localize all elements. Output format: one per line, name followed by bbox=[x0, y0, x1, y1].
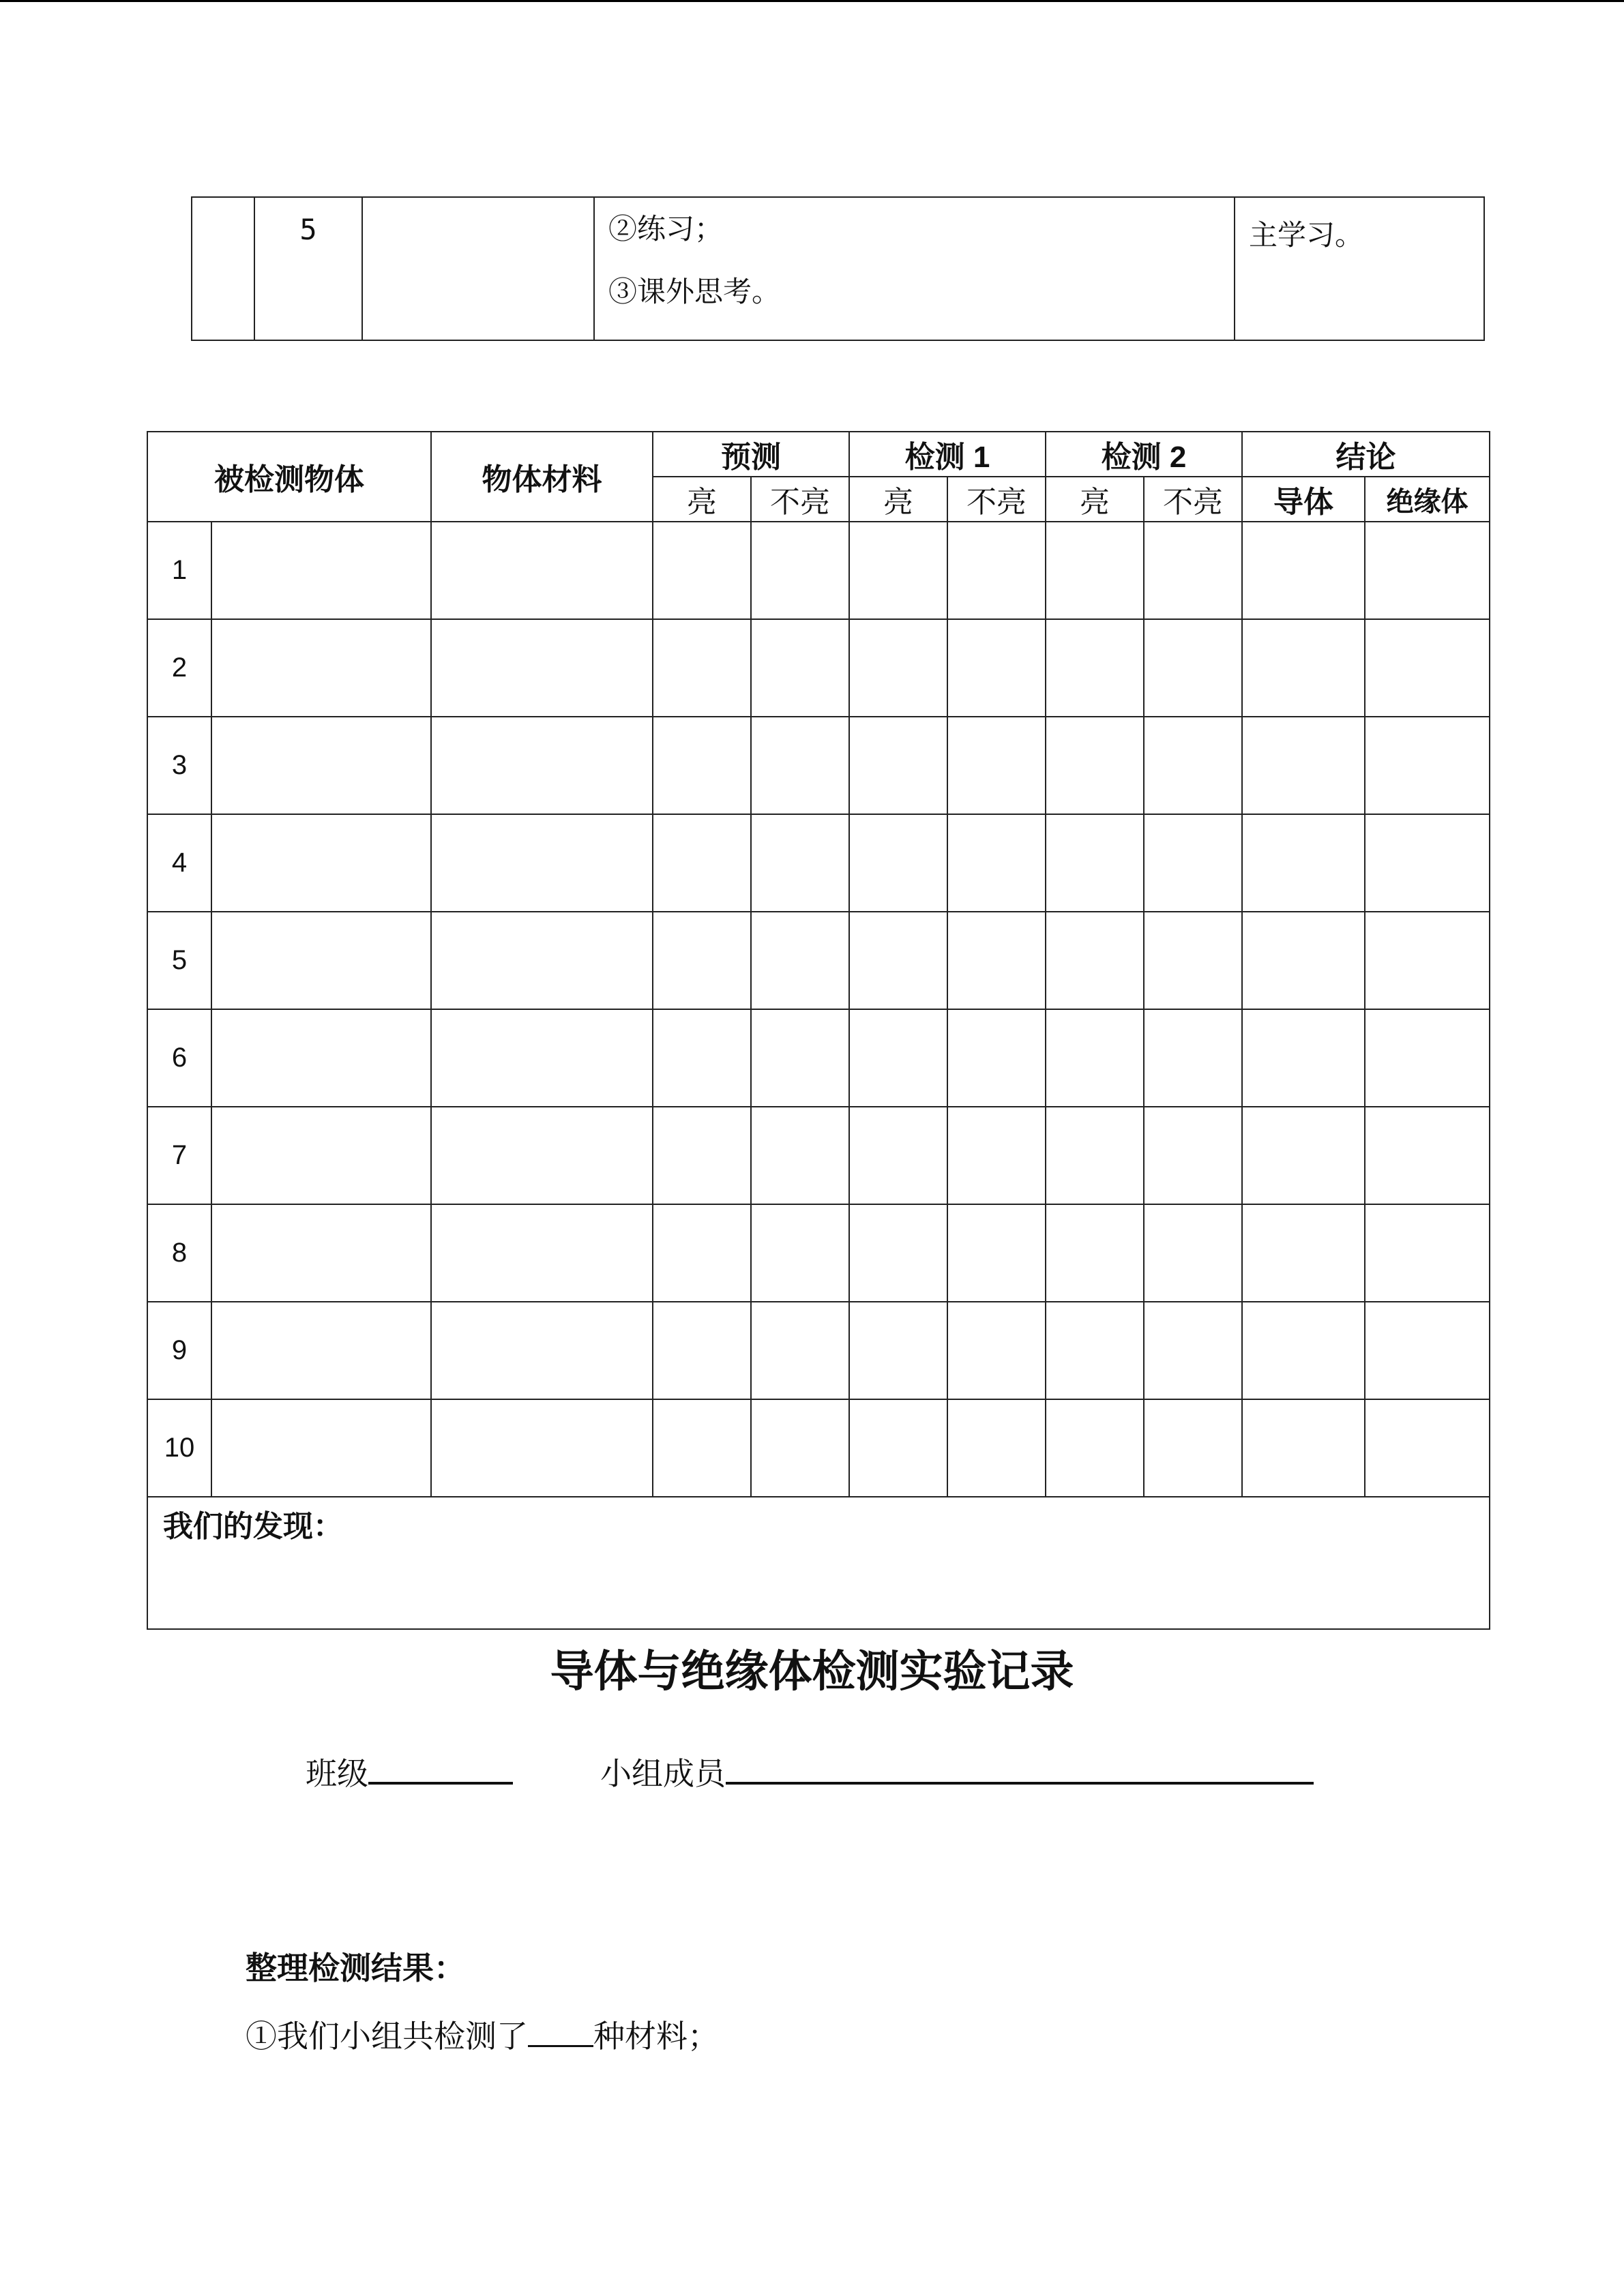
table-cell[interactable] bbox=[849, 1009, 947, 1107]
row-number: 3 bbox=[147, 717, 211, 814]
table-cell[interactable] bbox=[751, 717, 849, 814]
header-test-1: 检测 1 bbox=[849, 432, 1046, 477]
table-cell[interactable] bbox=[947, 1302, 1046, 1399]
q1-text-after: 种材料； bbox=[593, 2018, 719, 2055]
q1-blank[interactable] bbox=[528, 2018, 593, 2047]
table-cell[interactable] bbox=[1144, 1399, 1242, 1497]
table-cell[interactable] bbox=[1144, 717, 1242, 814]
table-cell[interactable] bbox=[1046, 717, 1144, 814]
table-cell[interactable] bbox=[1365, 1302, 1490, 1399]
table-cell[interactable] bbox=[947, 1107, 1046, 1204]
table-cell[interactable] bbox=[211, 814, 431, 912]
subheader-insulator: 绝缘体 bbox=[1365, 477, 1490, 522]
table-row bbox=[147, 1302, 1490, 1399]
class-field bbox=[306, 1749, 513, 1794]
table-cell[interactable] bbox=[1365, 912, 1490, 1009]
table-cell[interactable] bbox=[1365, 717, 1490, 814]
header-prediction: 预测 bbox=[653, 432, 849, 477]
table-cell[interactable] bbox=[1242, 1399, 1365, 1497]
page-title: 导体与绝缘体检测实验记录 bbox=[550, 1647, 1074, 1697]
summary-question-1 bbox=[246, 2012, 719, 2057]
members-field bbox=[600, 1749, 1314, 1794]
q1-text-before: ①我们小组共检测了 bbox=[246, 2018, 528, 2055]
table-cell[interactable] bbox=[1365, 1107, 1490, 1204]
table-cell[interactable] bbox=[751, 814, 849, 912]
table-cell[interactable] bbox=[431, 912, 653, 1009]
table-cell[interactable] bbox=[653, 912, 751, 1009]
table-cell[interactable] bbox=[653, 1302, 751, 1399]
table-cell[interactable] bbox=[1144, 814, 1242, 912]
table-cell[interactable] bbox=[1046, 522, 1144, 619]
members-blank[interactable] bbox=[726, 1750, 1314, 1785]
table-cell[interactable] bbox=[211, 1107, 431, 1204]
table-cell[interactable] bbox=[751, 619, 849, 717]
table-cell[interactable] bbox=[1242, 1204, 1365, 1302]
subheader-bright: 亮 bbox=[849, 477, 947, 522]
page-top-border bbox=[0, 0, 1624, 2]
table-cell[interactable] bbox=[653, 1107, 751, 1204]
table-cell[interactable] bbox=[1242, 522, 1365, 619]
row-number: 1 bbox=[147, 522, 211, 619]
table-row bbox=[147, 1009, 1490, 1107]
table-cell[interactable] bbox=[1144, 912, 1242, 1009]
table-cell[interactable] bbox=[211, 912, 431, 1009]
row-number: 4 bbox=[147, 814, 211, 912]
table-cell[interactable] bbox=[1365, 619, 1490, 717]
table-cell[interactable] bbox=[1046, 1009, 1144, 1107]
row-number: 10 bbox=[147, 1399, 211, 1497]
table-cell[interactable] bbox=[1365, 1009, 1490, 1107]
table-cell[interactable] bbox=[1144, 1204, 1242, 1302]
table-cell[interactable] bbox=[1242, 1302, 1365, 1399]
table-cell[interactable] bbox=[1046, 1302, 1144, 1399]
table-cell[interactable] bbox=[211, 522, 431, 619]
table-row bbox=[147, 1107, 1490, 1204]
table-cell[interactable] bbox=[1144, 522, 1242, 619]
findings-label: 我们的发现： bbox=[163, 1510, 343, 1543]
table-cell[interactable] bbox=[1242, 717, 1365, 814]
table-cell[interactable] bbox=[211, 619, 431, 717]
header-object: 被检测物体 bbox=[147, 432, 431, 522]
table-cell[interactable] bbox=[1046, 619, 1144, 717]
table-cell[interactable] bbox=[431, 522, 653, 619]
table-cell[interactable] bbox=[849, 1107, 947, 1204]
table-cell[interactable] bbox=[1365, 1399, 1490, 1497]
row-number: 2 bbox=[147, 619, 211, 717]
table-cell[interactable] bbox=[947, 1204, 1046, 1302]
table-cell[interactable] bbox=[1046, 1107, 1144, 1204]
class-blank[interactable] bbox=[368, 1750, 513, 1785]
lesson-empty-cell bbox=[362, 197, 594, 340]
table-cell[interactable] bbox=[751, 1204, 849, 1302]
lesson-note: 主学习。 bbox=[1235, 197, 1484, 340]
table-cell[interactable] bbox=[431, 1204, 653, 1302]
header-conclusion: 结论 bbox=[1242, 432, 1490, 477]
table-row bbox=[147, 912, 1490, 1009]
experiment-record-table bbox=[147, 431, 1490, 1630]
table-cell[interactable] bbox=[751, 912, 849, 1009]
table-cell[interactable] bbox=[849, 1204, 947, 1302]
table-cell[interactable] bbox=[1144, 1009, 1242, 1107]
subheader-not-bright: 不亮 bbox=[947, 477, 1046, 522]
table-cell[interactable] bbox=[1144, 1107, 1242, 1204]
table-cell[interactable] bbox=[211, 1302, 431, 1399]
table-cell[interactable] bbox=[653, 1009, 751, 1107]
table-cell[interactable] bbox=[751, 1009, 849, 1107]
table-cell[interactable] bbox=[431, 619, 653, 717]
table-cell[interactable] bbox=[431, 1107, 653, 1204]
table-cell[interactable] bbox=[1046, 814, 1144, 912]
table-cell[interactable] bbox=[751, 1107, 849, 1204]
table-row bbox=[147, 1204, 1490, 1302]
table-cell[interactable] bbox=[653, 522, 751, 619]
table-row bbox=[147, 1399, 1490, 1497]
table-cell[interactable] bbox=[431, 814, 653, 912]
lesson-step-number: 5 bbox=[254, 197, 362, 340]
table-cell[interactable] bbox=[947, 1399, 1046, 1497]
table-cell[interactable] bbox=[211, 717, 431, 814]
lesson-step-practice: ②练习； bbox=[608, 212, 724, 245]
table-cell[interactable] bbox=[947, 912, 1046, 1009]
table-cell[interactable] bbox=[431, 1399, 653, 1497]
lesson-empty-cell bbox=[192, 197, 254, 340]
table-cell[interactable] bbox=[653, 814, 751, 912]
subheader-bright: 亮 bbox=[1046, 477, 1144, 522]
findings-box[interactable] bbox=[147, 1497, 1490, 1629]
subheader-bright: 亮 bbox=[653, 477, 751, 522]
lesson-plan-fragment bbox=[191, 196, 1485, 341]
table-cell[interactable] bbox=[947, 1009, 1046, 1107]
table-row bbox=[147, 619, 1490, 717]
table-cell[interactable] bbox=[1144, 619, 1242, 717]
table-cell[interactable] bbox=[751, 1399, 849, 1497]
table-cell[interactable] bbox=[849, 619, 947, 717]
table-cell[interactable] bbox=[1046, 1204, 1144, 1302]
header-material: 物体材料 bbox=[431, 432, 653, 522]
table-cell[interactable] bbox=[849, 1399, 947, 1497]
table-cell[interactable] bbox=[1365, 814, 1490, 912]
table-cell[interactable] bbox=[947, 522, 1046, 619]
table-cell[interactable] bbox=[849, 717, 947, 814]
table-cell[interactable] bbox=[849, 814, 947, 912]
table-cell[interactable] bbox=[1365, 522, 1490, 619]
table-cell[interactable] bbox=[751, 522, 849, 619]
table-cell[interactable] bbox=[211, 1399, 431, 1497]
table-cell[interactable] bbox=[431, 1302, 653, 1399]
table-cell[interactable] bbox=[751, 1302, 849, 1399]
table-cell[interactable] bbox=[1242, 814, 1365, 912]
row-number: 8 bbox=[147, 1204, 211, 1302]
table-cell[interactable] bbox=[431, 717, 653, 814]
row-number: 7 bbox=[147, 1107, 211, 1204]
table-cell[interactable] bbox=[1144, 1302, 1242, 1399]
table-cell[interactable] bbox=[947, 717, 1046, 814]
subheader-conductor: 导体 bbox=[1242, 477, 1365, 522]
table-cell[interactable] bbox=[947, 619, 1046, 717]
row-number: 6 bbox=[147, 1009, 211, 1107]
table-cell[interactable] bbox=[431, 1009, 653, 1107]
table-cell[interactable] bbox=[653, 1399, 751, 1497]
summary-heading: 整理检测结果： bbox=[246, 1950, 465, 1986]
lesson-steps-cell bbox=[594, 197, 1235, 340]
table-cell[interactable] bbox=[1242, 619, 1365, 717]
members-label: 小组成员 bbox=[600, 1755, 726, 1792]
table-cell[interactable] bbox=[1242, 912, 1365, 1009]
table-cell[interactable] bbox=[947, 814, 1046, 912]
table-cell[interactable] bbox=[1242, 1107, 1365, 1204]
class-label: 班级 bbox=[306, 1755, 368, 1792]
table-cell[interactable] bbox=[211, 1009, 431, 1107]
header-test-2: 检测 2 bbox=[1046, 432, 1242, 477]
table-cell[interactable] bbox=[849, 522, 947, 619]
table-row bbox=[147, 717, 1490, 814]
table-cell[interactable] bbox=[653, 717, 751, 814]
table-cell[interactable] bbox=[653, 1204, 751, 1302]
table-cell[interactable] bbox=[1365, 1204, 1490, 1302]
row-number: 5 bbox=[147, 912, 211, 1009]
table-cell[interactable] bbox=[211, 1204, 431, 1302]
table-row bbox=[147, 814, 1490, 912]
table-row bbox=[147, 522, 1490, 619]
table-cell[interactable] bbox=[1046, 912, 1144, 1009]
subheader-not-bright: 不亮 bbox=[751, 477, 849, 522]
row-number: 9 bbox=[147, 1302, 211, 1399]
table-cell[interactable] bbox=[849, 1302, 947, 1399]
table-cell[interactable] bbox=[1242, 1009, 1365, 1107]
table-cell[interactable] bbox=[1046, 1399, 1144, 1497]
table-cell[interactable] bbox=[849, 912, 947, 1009]
lesson-step-thinking: ③课外思考。 bbox=[608, 275, 781, 308]
table-cell[interactable] bbox=[653, 619, 751, 717]
subheader-not-bright: 不亮 bbox=[1144, 477, 1242, 522]
